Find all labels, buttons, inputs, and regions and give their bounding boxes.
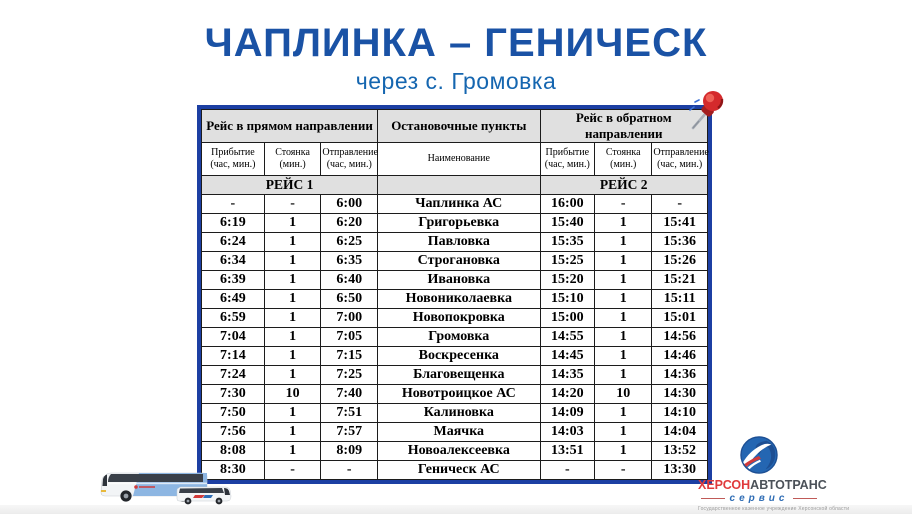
- time-cell: 15:21: [652, 271, 708, 290]
- stop-name-cell: Воскресенка: [378, 347, 540, 366]
- time-cell: -: [202, 195, 265, 214]
- time-cell: 15:00: [540, 309, 595, 328]
- table-row: [202, 404, 708, 423]
- company-tagline: Государственное казенное учреждение Херсонской области: [698, 506, 850, 512]
- table-row: [202, 385, 708, 404]
- group-header-backward: Рейс в обратном направлении: [540, 110, 708, 143]
- stop-name-cell: Новотроицкое АС: [378, 385, 540, 404]
- company-name: [698, 478, 827, 492]
- time-cell: 6:19: [202, 214, 265, 233]
- company-logo: [698, 436, 850, 512]
- col-header-stopover-bwd: Стоянка (мин.): [595, 143, 652, 176]
- time-cell: 15:11: [652, 290, 708, 309]
- time-cell: 1: [264, 233, 321, 252]
- time-cell: 7:24: [202, 366, 265, 385]
- table-row: [202, 290, 708, 309]
- time-cell: 15:25: [540, 252, 595, 271]
- timetable-table: [201, 109, 708, 480]
- time-cell: 14:45: [540, 347, 595, 366]
- time-cell: 13:52: [652, 442, 708, 461]
- col-header-arrival-bwd: Прибытие (час, мин.): [540, 143, 595, 176]
- pushpin-icon: [683, 88, 727, 136]
- page-subtitle: через с. Громовка: [355, 68, 557, 94]
- time-cell: 14:35: [540, 366, 595, 385]
- group-header-stops: Остановочные пункты: [378, 110, 540, 143]
- time-cell: 14:46: [652, 347, 708, 366]
- table-row: [202, 233, 708, 252]
- table-row: [202, 328, 708, 347]
- time-cell: -: [595, 195, 652, 214]
- stop-name-cell: Григорьевка: [378, 214, 540, 233]
- time-cell: 14:55: [540, 328, 595, 347]
- table-row: [202, 195, 708, 214]
- time-cell: 1: [264, 252, 321, 271]
- time-cell: 8:30: [202, 461, 265, 480]
- time-cell: 15:40: [540, 214, 595, 233]
- stop-name-cell: Павловка: [378, 233, 540, 252]
- stop-name-cell: Маячка: [378, 423, 540, 442]
- time-cell: 13:30: [652, 461, 708, 480]
- time-cell: 7:50: [202, 404, 265, 423]
- time-cell: 14:04: [652, 423, 708, 442]
- time-cell: 7:51: [321, 404, 378, 423]
- trip-label-row: [202, 176, 708, 195]
- time-cell: 7:56: [202, 423, 265, 442]
- time-cell: 1: [595, 347, 652, 366]
- trip-label-spacer: [378, 176, 540, 195]
- stop-name-cell: Чаплинка АС: [378, 195, 540, 214]
- time-cell: 6:35: [321, 252, 378, 271]
- time-cell: 14:20: [540, 385, 595, 404]
- column-header-row: [202, 143, 708, 176]
- time-cell: 6:40: [321, 271, 378, 290]
- time-cell: 15:01: [652, 309, 708, 328]
- time-cell: 14:10: [652, 404, 708, 423]
- trip-1-label: РЕЙС 1: [202, 176, 378, 195]
- time-cell: 1: [264, 309, 321, 328]
- time-cell: 6:00: [321, 195, 378, 214]
- time-cell: 1: [595, 328, 652, 347]
- group-header-row: [202, 110, 708, 143]
- col-header-stop-name: Наименование: [378, 143, 540, 176]
- time-cell: 14:09: [540, 404, 595, 423]
- time-cell: 1: [595, 423, 652, 442]
- table-row: [202, 461, 708, 480]
- time-cell: 1: [595, 290, 652, 309]
- time-cell: 7:57: [321, 423, 378, 442]
- col-header-stopover-fwd: Стоянка (мин.): [264, 143, 321, 176]
- time-cell: 14:03: [540, 423, 595, 442]
- time-cell: 7:40: [321, 385, 378, 404]
- stop-name-cell: Геническ АС: [378, 461, 540, 480]
- time-cell: 7:15: [321, 347, 378, 366]
- col-header-departure-bwd: Отправление (час, мин.): [652, 143, 708, 176]
- time-cell: 7:00: [321, 309, 378, 328]
- time-cell: 1: [595, 271, 652, 290]
- stop-name-cell: Благовещенка: [378, 366, 540, 385]
- time-cell: 1: [595, 233, 652, 252]
- time-cell: 1: [264, 404, 321, 423]
- time-cell: 15:35: [540, 233, 595, 252]
- time-cell: -: [264, 195, 321, 214]
- time-cell: -: [540, 461, 595, 480]
- time-cell: 1: [264, 347, 321, 366]
- header: [0, 22, 912, 95]
- time-cell: 1: [264, 290, 321, 309]
- table-row: [202, 423, 708, 442]
- stop-name-cell: Новоалексеевка: [378, 442, 540, 461]
- stop-name-cell: Калиновка: [378, 404, 540, 423]
- time-cell: 1: [264, 328, 321, 347]
- page-title: ЧАПЛИНКА – ГЕНИЧЕСК: [204, 21, 708, 65]
- time-cell: -: [264, 461, 321, 480]
- stop-name-cell: Строгановка: [378, 252, 540, 271]
- mini-bus-image: [175, 482, 233, 506]
- table-row: [202, 309, 708, 328]
- time-cell: 6:39: [202, 271, 265, 290]
- trip-2-label: РЕЙС 2: [540, 176, 708, 195]
- time-cell: 10: [264, 385, 321, 404]
- time-cell: 6:25: [321, 233, 378, 252]
- time-cell: 1: [264, 214, 321, 233]
- stop-name-cell: Новопокровка: [378, 309, 540, 328]
- time-cell: 7:30: [202, 385, 265, 404]
- service-text: сервис: [729, 493, 789, 504]
- company-name-avtotrans: АВТОТРАНС: [750, 478, 827, 492]
- table-row: [202, 271, 708, 290]
- time-cell: 6:59: [202, 309, 265, 328]
- timetable-body: [202, 195, 708, 480]
- time-cell: 1: [595, 404, 652, 423]
- time-cell: 15:20: [540, 271, 595, 290]
- time-cell: 6:49: [202, 290, 265, 309]
- time-cell: 7:14: [202, 347, 265, 366]
- time-cell: 1: [264, 366, 321, 385]
- time-cell: 15:10: [540, 290, 595, 309]
- time-cell: 15:26: [652, 252, 708, 271]
- time-cell: 6:50: [321, 290, 378, 309]
- time-cell: 7:04: [202, 328, 265, 347]
- time-cell: -: [321, 461, 378, 480]
- time-cell: -: [595, 461, 652, 480]
- time-cell: 8:09: [321, 442, 378, 461]
- time-cell: 15:36: [652, 233, 708, 252]
- time-cell: 14:56: [652, 328, 708, 347]
- stop-name-cell: Новониколаевка: [378, 290, 540, 309]
- company-name-kherson: ХЕРСОН: [698, 478, 751, 492]
- time-cell: 14:36: [652, 366, 708, 385]
- time-cell: 1: [595, 252, 652, 271]
- col-header-departure-fwd: Отправление (час, мин.): [321, 143, 378, 176]
- time-cell: 1: [595, 442, 652, 461]
- time-cell: 1: [595, 214, 652, 233]
- table-row: [202, 214, 708, 233]
- time-cell: 7:25: [321, 366, 378, 385]
- time-cell: 13:51: [540, 442, 595, 461]
- time-cell: 14:30: [652, 385, 708, 404]
- time-cell: 10: [595, 385, 652, 404]
- table-row: [202, 442, 708, 461]
- time-cell: 16:00: [540, 195, 595, 214]
- stop-name-cell: Ивановка: [378, 271, 540, 290]
- table-row: [202, 347, 708, 366]
- company-logo-icon: [740, 436, 778, 474]
- time-cell: 1: [595, 309, 652, 328]
- time-cell: 7:05: [321, 328, 378, 347]
- time-cell: 1: [264, 442, 321, 461]
- time-cell: -: [652, 195, 708, 214]
- company-service-label: [698, 493, 820, 504]
- time-cell: 15:41: [652, 214, 708, 233]
- time-cell: 6:34: [202, 252, 265, 271]
- table-row: [202, 252, 708, 271]
- table-row: [202, 366, 708, 385]
- time-cell: 1: [264, 423, 321, 442]
- time-cell: 1: [595, 366, 652, 385]
- group-header-forward: Рейс в прямом направлении: [202, 110, 378, 143]
- col-header-arrival-fwd: Прибытие (час, мин.): [202, 143, 265, 176]
- timetable: [197, 105, 712, 484]
- time-cell: 1: [264, 271, 321, 290]
- time-cell: 8:08: [202, 442, 265, 461]
- time-cell: 6:20: [321, 214, 378, 233]
- stop-name-cell: Громовка: [378, 328, 540, 347]
- time-cell: 6:24: [202, 233, 265, 252]
